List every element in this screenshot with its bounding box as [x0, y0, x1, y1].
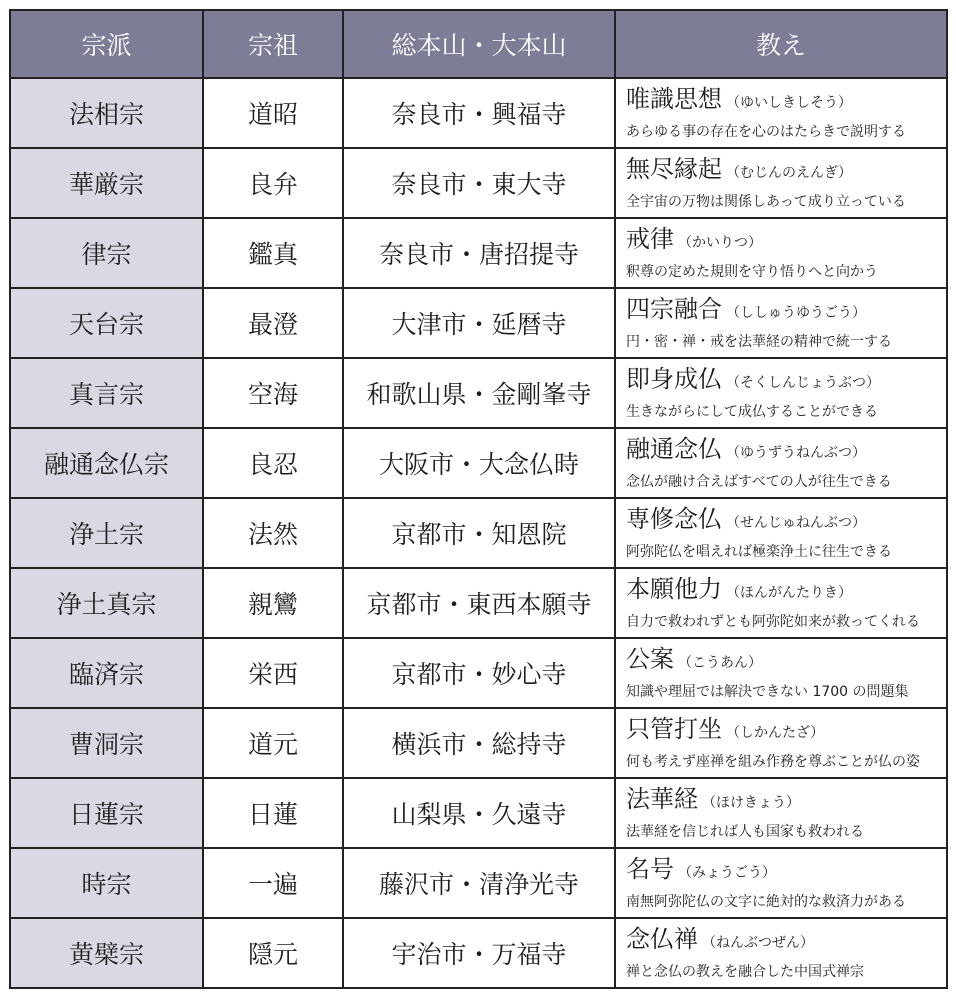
- teaching-cell: [615, 708, 947, 778]
- teaching-name: 名号: [626, 854, 674, 883]
- teaching-cell: [615, 498, 947, 568]
- table-row: [10, 358, 947, 428]
- sect-cell: 天台宗: [10, 288, 203, 358]
- header-founder: 宗祖: [203, 10, 343, 78]
- temple-cell: 奈良市・興福寺: [343, 78, 615, 148]
- table-row: [10, 918, 947, 988]
- sect-cell: 黄檗宗: [10, 918, 203, 988]
- teaching-reading: （ゆうずうねんぶつ）: [726, 444, 866, 461]
- teaching-description: 生きながらにして成仏することができる: [626, 403, 878, 420]
- teaching-title: [626, 294, 946, 328]
- teaching-title: [626, 434, 946, 468]
- table-row: [10, 568, 947, 638]
- sect-cell: 臨済宗: [10, 638, 203, 708]
- temple-cell: 宇治市・万福寺: [343, 918, 615, 988]
- temple-cell: 山梨県・久遠寺: [343, 778, 615, 848]
- table-row: [10, 218, 947, 288]
- teaching-title: [626, 224, 946, 258]
- table-body: [10, 78, 947, 988]
- sect-cell: 浄土宗: [10, 498, 203, 568]
- teaching-description: 法華経を信じれば人も国家も救われる: [626, 823, 864, 840]
- teaching-reading: （しかんたざ）: [726, 724, 825, 741]
- teaching-title: [626, 504, 946, 538]
- sect-cell: 時宗: [10, 848, 203, 918]
- teaching-description: 釈尊の定めた規則を守り悟りへと向かう: [626, 263, 878, 280]
- teaching-title: [626, 784, 946, 818]
- founder-cell: 栄西: [203, 638, 343, 708]
- founder-cell: 空海: [203, 358, 343, 428]
- teaching-cell: [615, 848, 947, 918]
- teaching-cell: [615, 288, 947, 358]
- sect-cell: 律宗: [10, 218, 203, 288]
- founder-cell: 隠元: [203, 918, 343, 988]
- temple-cell: 横浜市・総持寺: [343, 708, 615, 778]
- sect-cell: 浄土真宗: [10, 568, 203, 638]
- sect-cell: 法相宗: [10, 78, 203, 148]
- table-row: [10, 78, 947, 148]
- header-sect: 宗派: [10, 10, 203, 78]
- teaching-name: 専修念仏: [626, 504, 722, 533]
- table-row: [10, 288, 947, 358]
- founder-cell: 最澄: [203, 288, 343, 358]
- table-row: [10, 148, 947, 218]
- teaching-cell: [615, 638, 947, 708]
- teaching-cell: [615, 428, 947, 498]
- table-row: [10, 778, 947, 848]
- teaching-cell: [615, 78, 947, 148]
- sect-cell: 華厳宗: [10, 148, 203, 218]
- sect-cell: 融通念仏宗: [10, 428, 203, 498]
- teaching-reading: （ほけきょう）: [702, 794, 800, 811]
- teaching-name: 融通念仏: [626, 434, 722, 463]
- table-row: [10, 848, 947, 918]
- founder-cell: 良弁: [203, 148, 343, 218]
- table-row: [10, 638, 947, 708]
- header-row: [10, 10, 947, 78]
- teaching-description: 阿弥陀仏を唱えれば極楽浄土に往生できる: [626, 543, 892, 560]
- temple-cell: 大津市・延暦寺: [343, 288, 615, 358]
- teaching-cell: [615, 218, 947, 288]
- teaching-name: 只管打坐: [626, 714, 722, 743]
- teaching-name: 即身成仏: [626, 364, 722, 393]
- teaching-description: あらゆる事の存在を心のはたらきで説明する: [626, 123, 906, 140]
- founder-cell: 親鸞: [203, 568, 343, 638]
- founder-cell: 一遍: [203, 848, 343, 918]
- temple-cell: 奈良市・東大寺: [343, 148, 615, 218]
- founder-cell: 良忍: [203, 428, 343, 498]
- temple-cell: 京都市・妙心寺: [343, 638, 615, 708]
- teaching-name: 法華経: [626, 784, 698, 813]
- teaching-name: 本願他力: [626, 574, 722, 603]
- header-temple: 総本山・大本山: [343, 10, 615, 78]
- teaching-reading: （そくしんじょうぶつ）: [726, 374, 880, 391]
- teaching-description: 円・密・禅・戒を法華経の精神で統一する: [626, 333, 892, 350]
- temple-cell: 藤沢市・清浄光寺: [343, 848, 615, 918]
- buddhist-sects-table: [9, 9, 948, 989]
- sect-cell: 曹洞宗: [10, 708, 203, 778]
- teaching-cell: [615, 358, 947, 428]
- teaching-cell: [615, 568, 947, 638]
- teaching-reading: （ししゅうゆうごう）: [726, 304, 866, 321]
- teaching-description: 何も考えず座禅を組み作務を尊ぶことが仏の姿: [626, 753, 920, 770]
- teaching-description: 知識や理屈では解決できない 1700 の問題集: [626, 683, 909, 700]
- temple-cell: 和歌山県・金剛峯寺: [343, 358, 615, 428]
- teaching-description: 全宇宙の万物は関係しあって成り立っている: [626, 193, 906, 210]
- teaching-title: [626, 84, 946, 118]
- sect-cell: 日蓮宗: [10, 778, 203, 848]
- teaching-reading: （こうあん）: [678, 654, 762, 671]
- teaching-name: 念仏禅: [626, 924, 698, 953]
- teaching-title: [626, 854, 946, 888]
- temple-cell: 大阪市・大念仏時: [343, 428, 615, 498]
- teaching-reading: （みょうごう）: [678, 864, 776, 881]
- header-teaching: 教え: [615, 10, 947, 78]
- table-row: [10, 428, 947, 498]
- teaching-cell: [615, 148, 947, 218]
- table-row: [10, 708, 947, 778]
- teaching-reading: （ゆいしきしそう）: [726, 94, 852, 111]
- founder-cell: 鑑真: [203, 218, 343, 288]
- teaching-title: [626, 364, 946, 398]
- teaching-cell: [615, 778, 947, 848]
- teaching-reading: （むじんのえんぎ）: [726, 164, 852, 181]
- teaching-description: 禅と念仏の教えを融合した中国式禅宗: [626, 963, 864, 980]
- teaching-name: 唯識思想: [626, 84, 722, 113]
- temple-cell: 奈良市・唐招提寺: [343, 218, 615, 288]
- teaching-name: 戒律: [626, 224, 674, 253]
- founder-cell: 日蓮: [203, 778, 343, 848]
- teaching-name: 無尽縁起: [626, 154, 722, 183]
- teaching-name: 公案: [626, 644, 674, 673]
- temple-cell: 京都市・知恩院: [343, 498, 615, 568]
- teaching-reading: （ほんがんたりき）: [726, 584, 852, 601]
- teaching-title: [626, 574, 946, 608]
- teaching-title: [626, 644, 946, 678]
- teaching-name: 四宗融合: [626, 294, 722, 323]
- founder-cell: 道昭: [203, 78, 343, 148]
- teaching-description: 南無阿弥陀仏の文字に絶対的な救済力がある: [626, 893, 906, 910]
- teaching-description: 念仏が融け合えばすべての人が往生できる: [626, 473, 892, 490]
- teaching-reading: （せんじゅねんぶつ）: [726, 514, 866, 531]
- teaching-title: [626, 924, 946, 958]
- teaching-description: 自力で救われずとも阿弥陀如来が救ってくれる: [626, 613, 920, 630]
- teaching-reading: （かいりつ）: [678, 234, 762, 251]
- teaching-cell: [615, 918, 947, 988]
- sect-cell: 真言宗: [10, 358, 203, 428]
- teaching-title: [626, 714, 946, 748]
- founder-cell: 法然: [203, 498, 343, 568]
- teaching-title: [626, 154, 946, 188]
- temple-cell: 京都市・東西本願寺: [343, 568, 615, 638]
- teaching-reading: （ねんぶつぜん）: [702, 934, 814, 951]
- founder-cell: 道元: [203, 708, 343, 778]
- table-row: [10, 498, 947, 568]
